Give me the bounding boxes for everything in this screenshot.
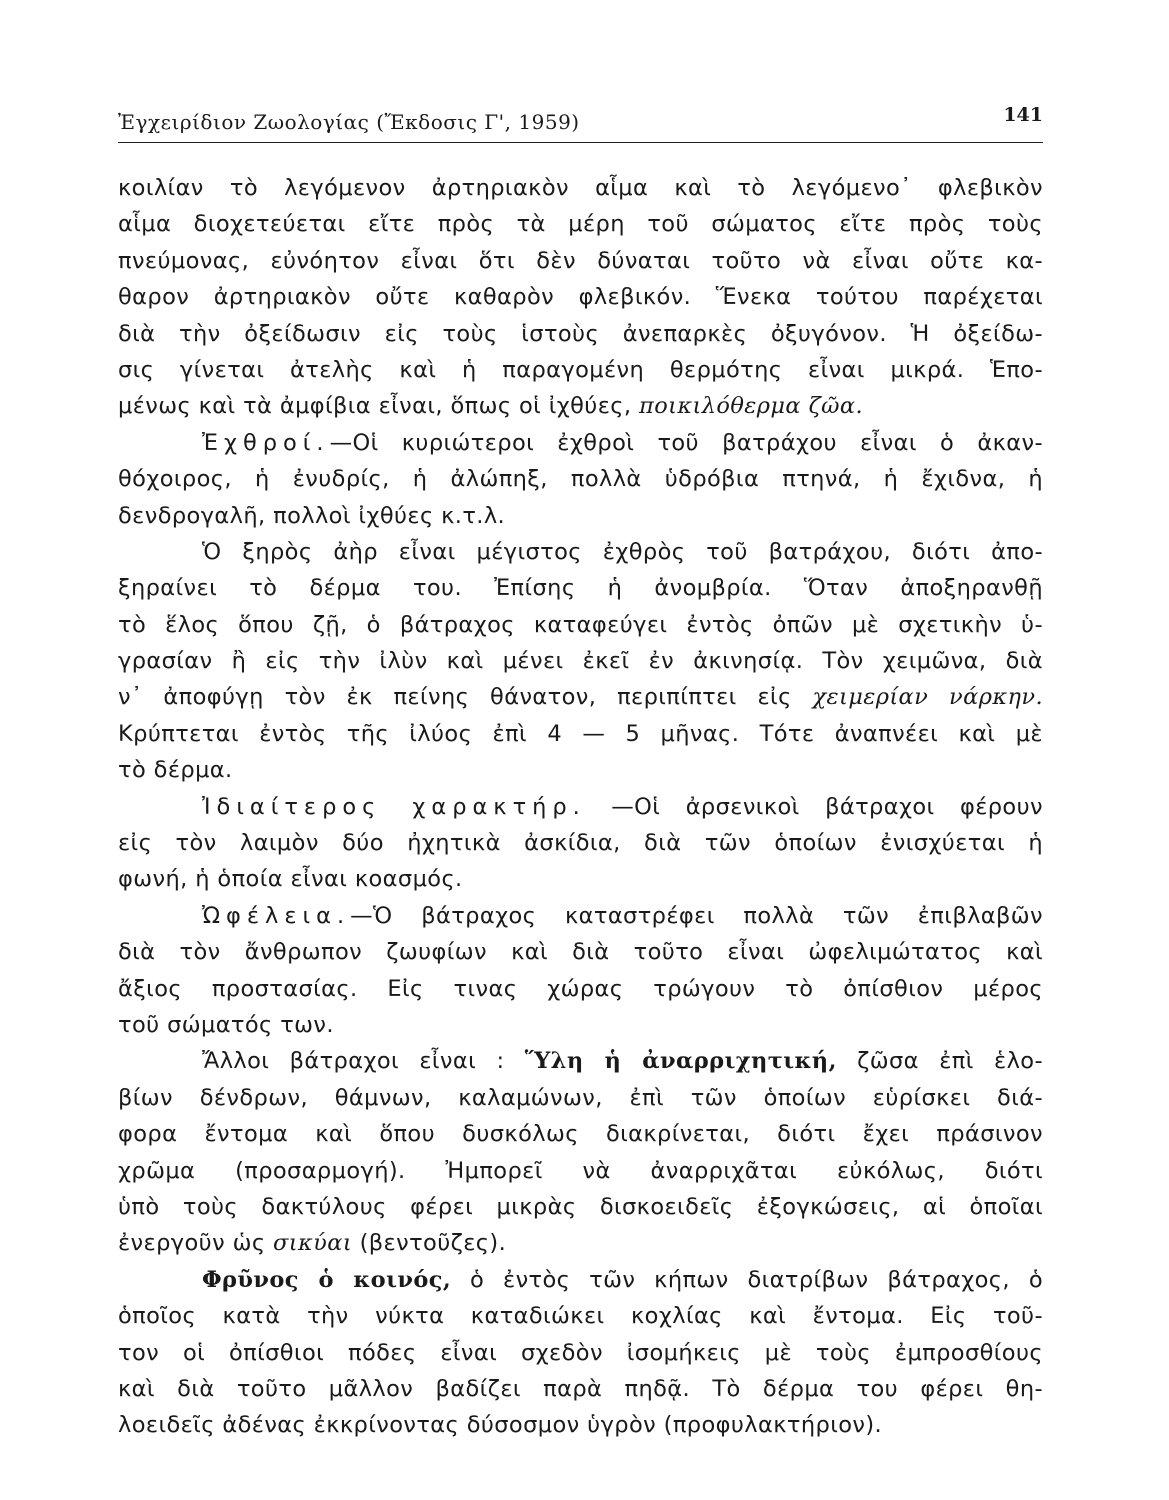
text-line: ξηραίνει τὸ δέρμα του. Ἐπίσης ἡ ἀνομβρία. Ὅταν ἀποξηρανθῇ — [118, 575, 1043, 602]
text-line: τοῦ σώματός των. — [118, 1011, 334, 1038]
text-line: λοειδεῖς ἀδένας ἐκκρίνοντας δύσοσμον ὑγρὸν (προφυλακτήριον). — [118, 1412, 883, 1439]
italic-term: σικύαι — [273, 1230, 353, 1257]
text-line: Κρύπτεται ἐντὸς τῆς ἰλύος ἐπὶ 4 — 5 μῆνας. Τότε ἀναπνέει καὶ μὲ — [118, 720, 1043, 747]
text-line — [118, 425, 1043, 461]
header-rule — [118, 142, 1043, 143]
text-line: χρῶμα (προσαρμογή). Ἠμπορεῖ νὰ ἀναρριχᾶται εὐκόλως, διότι — [118, 1157, 1043, 1184]
text-line — [118, 1262, 1043, 1298]
line-text: —Οἱ κυριώτεροι ἐχθροὶ τοῦ βατράχου εἶναι ὁ ἀκαν- — [329, 429, 1043, 456]
text-line: σις γίνεται ἀτελὴς καὶ ἡ παραγομένη θερμότης εἶναι μικρά. Ἑπο- — [118, 356, 1043, 383]
text-line: πνεύμονας, εὐνόητον εἶναι ὅτι δὲν δύναται τοῦτο νὰ εἶναι οὔτε κα- — [118, 247, 1043, 274]
text-line — [118, 898, 1043, 934]
text-line: φορα ἔντομα καὶ ὅπου δυσκόλως διακρίνεται, διότι ἔχει πράσινον — [118, 1121, 1043, 1148]
line-text: ἐνεργοῦν ὡς — [118, 1230, 266, 1257]
text-line — [118, 789, 1043, 825]
text-line: καὶ διὰ τοῦτο μᾶλλον βαδίζει παρὰ πηδᾷ. Τὸ δέρμα του φέρει θη- — [118, 1375, 1043, 1402]
page-number: 141 — [1003, 104, 1043, 126]
section-heading: Ἰδιαίτερος χαρακτήρ. — [202, 793, 586, 820]
text-line — [118, 1043, 1043, 1079]
text-line: φωνή, ἡ ὁποία εἶναι κοασμός. — [118, 866, 463, 893]
species-name: Φρῦνος ὁ κοινός, — [202, 1266, 452, 1293]
text-line: διὰ τὸν ἄνθρωπον ζωυφίων καὶ διὰ τοῦτο εἶναι ὠφελιμώτατος καὶ — [118, 939, 1043, 966]
text-line: ὑπὸ τοὺς δακτύλους φέρει μικρὰς δισκοειδεῖς ἐξογκώσεις, αἱ ὁποῖαι — [118, 1193, 1043, 1220]
text-line: τὸ δέρμα. — [118, 757, 233, 784]
line-text: —Ὁ βάτραχος καταστρέφει πολλὰ τῶν ἐπιβλαβῶν — [350, 902, 1043, 929]
text-line: δενδρογαλῆ, πολλοὶ ἰχθύες κ.τ.λ. — [118, 502, 506, 529]
section-heading: Ἐχθροί. — [202, 429, 330, 456]
text-line: κοιλίαν τὸ λεγόμενον ἀρτηριακὸν αἷμα καὶ τὸ λεγόμενο᾽ φλεβικὸν — [118, 175, 1043, 201]
text-line: ἄξιος προστασίας. Εἰς τινας χώρας τρώγουν τὸ ὀπίσθιον μέρος — [118, 975, 1043, 1002]
species-name: Ὕλη ἡ ἀναρριχητική, — [524, 1048, 837, 1075]
line-text: ὁ ἐντὸς τῶν κήπων διατρίβων βάτραχος, ὁ — [469, 1266, 1043, 1293]
text-line: θόχοιρος, ἡ ἐνυδρίς, ἡ ἀλώπηξ, πολλὰ ὑδρόβια πτηνά, ἡ ἔχιδνα, ἡ — [118, 466, 1043, 493]
text-line: θαρον ἀρτηριακὸν οὔτε καθαρὸν φλεβικόν. Ἕνεκα τούτου παρέχεται — [118, 284, 1043, 311]
running-header — [118, 104, 1043, 144]
running-title: Ἐγχειρίδιον Ζωολογίας (Ἔκδοσις Γ', 1959) — [118, 110, 580, 134]
line-text: Ἄλλοι βάτραχοι εἶναι : — [202, 1048, 505, 1075]
line-text: (βεντοῦζες). — [359, 1230, 507, 1257]
text-line: τον οἱ ὀπίσθιοι πόδες εἶναι σχεδὸν ἰσομήκεις μὲ τοὺς ἐμπροσθίους — [118, 1339, 1043, 1366]
body-text — [118, 170, 1043, 1444]
line-text: —Οἱ ἀρσενικοὶ βάτραχοι φέρουν — [611, 793, 1043, 820]
text-line: εἰς τὸν λαιμὸν δύο ἠχητικὰ ἀσκίδια, διὰ τῶν ὁποίων ἐνισχύεται ἡ — [118, 830, 1043, 857]
line-text: μένως καὶ τὰ ἀμφίβια εἶναι, ὅπως οἱ ἰχθύες, — [118, 393, 632, 420]
section-heading: Ὠφέλεια. — [202, 902, 351, 929]
text-line: ὁποῖος κατὰ τὴν νύκτα καταδιώκει κοχλίας καὶ ἔντομα. Εἰς τοῦ- — [118, 1303, 1043, 1330]
line-text: ζῶσα ἐπὶ ἑλο- — [857, 1048, 1043, 1075]
text-line — [118, 679, 1043, 715]
text-line: βίων δένδρων, θάμνων, καλαμώνων, ἐπὶ τῶν ὁποίων εὑρίσκει διά- — [118, 1084, 1043, 1111]
italic-term: ποικιλόθερμα ζῶα. — [639, 393, 864, 420]
italic-term: χειμερίαν νάρκην. — [812, 684, 1043, 711]
text-line: διὰ τὴν ὀξείδωσιν εἰς τοὺς ἱστοὺς ἀνεπαρκὲς ὀξυγόνον. Ἡ ὀξείδω- — [118, 320, 1043, 347]
line-text: ν᾽ ἀποφύγῃ τὸν ἐκ πείνης θάνατον, περιπίπτει εἰς — [118, 684, 792, 711]
text-line: γρασίαν ἢ εἰς τὴν ἰλὺν καὶ μένει ἐκεῖ ἐν ἀκινησίᾳ. Τὸν χειμῶνα, διὰ — [118, 648, 1043, 675]
text-line: τὸ ἕλος ὅπου ζῇ, ὁ βάτραχος καταφεύγει ἐντὸς ὀπῶν μὲ σχετικὴν ὑ- — [118, 611, 1043, 638]
text-line — [118, 1225, 1043, 1261]
text-line: αἷμα διοχετεύεται εἴτε πρὸς τὰ μέρη τοῦ σώματος εἴτε πρὸς τοὺς — [118, 211, 1043, 238]
text-line — [118, 388, 1043, 424]
text-line: Ὁ ξηρὸς ἀὴρ εἶναι μέγιστος ἐχθρὸς τοῦ βατράχου, διότι ἀπο- — [202, 538, 1043, 565]
